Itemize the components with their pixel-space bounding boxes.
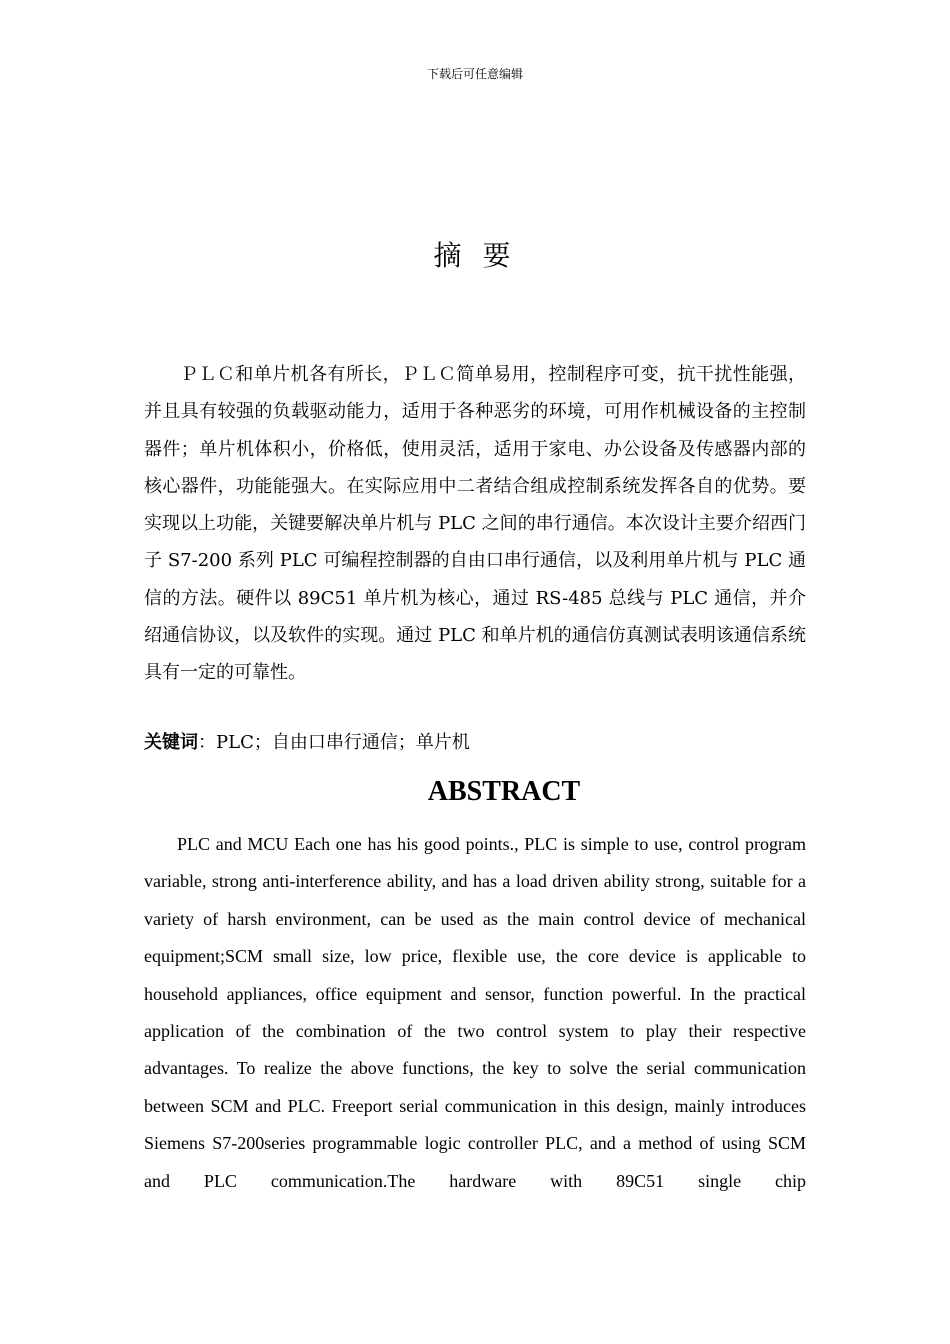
- keywords-label: 关键词: [144, 732, 198, 753]
- keywords-value: ：PLC；自由口串行通信；单片机: [198, 732, 470, 753]
- keywords-line: [144, 724, 806, 761]
- chinese-abstract-title: 摘 要: [433, 239, 517, 272]
- english-abstract-title: ABSTRACT: [427, 776, 581, 807]
- page-header-note: 下载后可任意编辑: [426, 67, 523, 81]
- english-abstract-paragraph: PLC and MCU Each one has his good points., PLC is simple to use, control program variable, strong anti-interference ability, and has a load driven ability strong, suitable for a variety of harsh environment, can be used as the main control device of mechanical equipment;SCM small size, low price, flexible use, the core device is applicable to household appliances, office equipment and sensor, function powerful. In the practical application of the combination of the two control system to play their respective advantages. To realize the above functions, the key to solve the serial communication between SCM and PLC. Freeport serial communication in this design, mainly introduces Siemens S7-200series programmable logic controller PLC, and a method of using SCM and PLC communication.The hardware with 89C51 single chip: [144, 834, 806, 1191]
- chinese-abstract-paragraph: ＰＬＣ和单片机各有所长，ＰＬＣ简单易用，控制程序可变，抗干扰性能强，并且具有较强的负载驱动能力，适用于各种恶劣的环境，可用作机械设备的主控制器件；单片机体积小，价格低，使用灵活，适用于家电、办公设备及传感器内部的核心器件，功能能强大。在实际应用中二者结合组成控制系统发挥各自的优势。要实现以上功能，关键要解决单片机与 PLC 之间的串行通信。本次设计主要介绍西门子 S7-200 系列 PLC 可编程控制器的自由口串行通信，以及利用单片机与 PLC 通信的方法。硬件以 89C51 单片机为核心，通过 RS-485 总线与 PLC 通信，并介绍通信协议，以及软件的实现。通过 PLC 和单片机的通信仿真测试表明该通信系统具有一定的可靠性。: [144, 364, 806, 684]
